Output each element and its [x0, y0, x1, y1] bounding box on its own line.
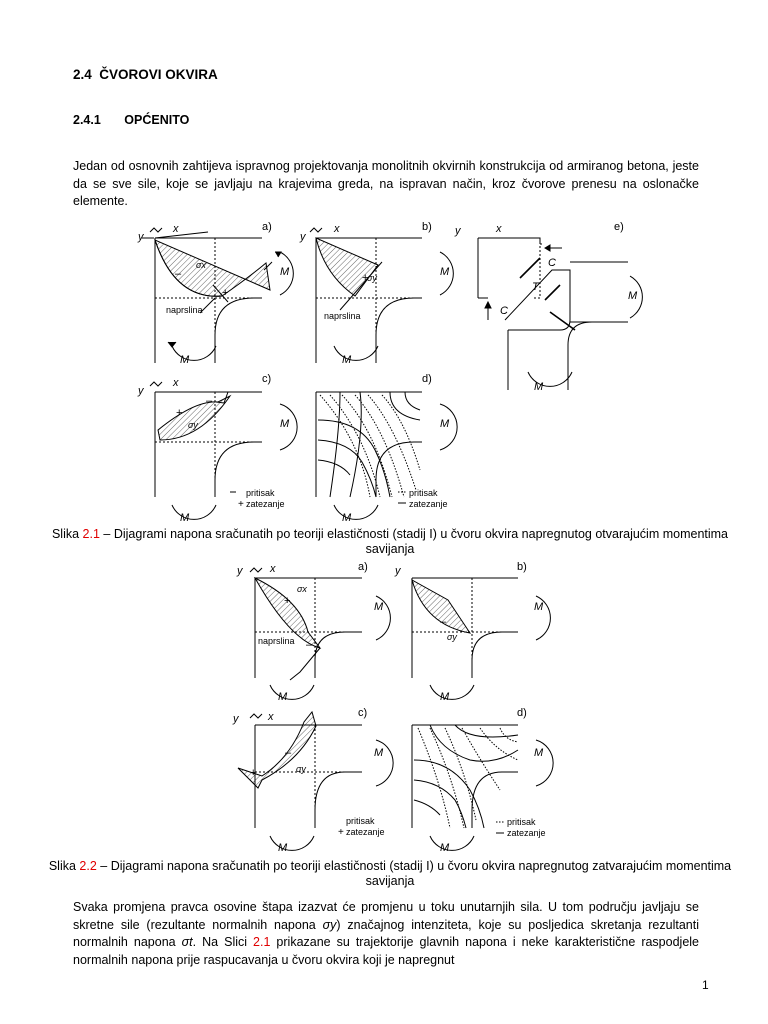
- label-y: y: [395, 565, 401, 577]
- label-sy: σy: [296, 764, 306, 774]
- label-M: M: [278, 842, 288, 854]
- legend-zatezanje: zatezanje: [346, 827, 385, 837]
- label-C: C: [548, 257, 556, 269]
- label-T: T: [532, 281, 539, 293]
- label-M: M: [440, 266, 450, 278]
- page-number: 1: [702, 978, 709, 992]
- label-x: x: [173, 223, 179, 235]
- fig2-panel-c-label: c): [358, 707, 368, 719]
- label-sy: σy: [367, 273, 377, 283]
- label-M: M: [534, 601, 544, 613]
- body-text: . Na Slici: [192, 935, 254, 950]
- figure-2-2-caption: [40, 859, 740, 889]
- label-M: M: [280, 418, 290, 430]
- label-M: M: [342, 354, 352, 366]
- label-minus: –: [175, 268, 182, 280]
- label-y: y: [233, 713, 239, 725]
- section-number: 2.4: [73, 67, 92, 82]
- fig1-panel-b: [310, 228, 453, 363]
- label-M: M: [180, 354, 190, 366]
- body-text: prikazane su trajektorije glavnih napona i neke karakteristične raspodjele normalnih napona prije raspucavanja u čvoru okvira koji je napregnut: [73, 935, 699, 967]
- subsection-title: OPĆENITO: [124, 113, 190, 127]
- fig2-panel-b: [412, 578, 550, 699]
- label-y: y: [138, 385, 144, 397]
- caption-text: – Dijagrami napona sračunatih po teoriji elastičnosti (stadij I) u čvoru okvira napregnutog otvarajućim momentima savijanja: [99, 527, 729, 556]
- legend-plus: +: [338, 827, 344, 838]
- caption-text: – Dijagrami napona sračunatih po teoriji elastičnosti (stadij I) u čvoru okvira napregnutog zatvarajućim momentima savijanja: [96, 859, 732, 888]
- legend-plus: +: [238, 499, 244, 510]
- label-M: M: [628, 290, 638, 302]
- fig2-panel-b-label: b): [517, 561, 527, 573]
- caption-prefix: Slika: [51, 527, 83, 541]
- label-M: M: [278, 691, 288, 703]
- legend-pritisak: pritisak: [346, 816, 375, 826]
- panel-e-label: e): [614, 221, 624, 233]
- fig2-panel-a: [250, 568, 390, 699]
- label-plus: +: [222, 287, 229, 299]
- label-sy: σy: [188, 420, 198, 430]
- section-title: ČVOROVI OKVIRA: [99, 67, 218, 82]
- caption-reference[interactable]: 2.1: [82, 527, 100, 541]
- subsection-number: 2.4.1: [73, 113, 101, 127]
- label-y: y: [237, 565, 243, 577]
- figure-2-1-caption: [40, 527, 740, 557]
- symbol-sigma-t: σt: [181, 935, 193, 950]
- label-plus: +: [250, 767, 257, 779]
- label-naprslina: naprslina: [166, 305, 203, 315]
- label-sy: σy: [447, 632, 457, 642]
- label-x: x: [334, 223, 340, 235]
- label-sx: σx: [196, 260, 206, 270]
- symbol-sigma-y: σy: [322, 917, 337, 932]
- label-x: x: [268, 711, 274, 723]
- label-y: y: [300, 231, 306, 243]
- caption-reference[interactable]: 2.2: [79, 859, 97, 873]
- body-text: Svaka promjena pravca osovine štapa izazvat će promjenu u toku unutarnjih sila. U tom području javljaju se skretne sile (rezultante normalnih napona: [73, 900, 699, 932]
- panel-a-label: a): [262, 221, 272, 233]
- label-naprslina: naprslina: [258, 636, 295, 646]
- label-M: M: [440, 842, 450, 854]
- legend-zatezanje: zatezanje: [246, 499, 285, 509]
- caption-prefix: Slika: [48, 859, 80, 873]
- label-M: M: [342, 512, 352, 524]
- label-minus: –: [285, 747, 292, 759]
- legend-pritisak: pritisak: [507, 817, 536, 827]
- body-paragraph: [73, 899, 699, 969]
- label-M: M: [534, 381, 544, 393]
- legend-pritisak: pritisak: [409, 488, 438, 498]
- label-naprslina: naprslina: [324, 311, 361, 321]
- label-x: x: [496, 223, 502, 235]
- fig2-panel-d-label: d): [517, 707, 527, 719]
- body-text: ) značajnog intenziteta, koje su posljedica skretanja rezultanti normalnih napona: [73, 917, 699, 950]
- label-plus: +: [176, 407, 183, 419]
- label-plus: +: [284, 595, 291, 607]
- legend-zatezanje: zatezanje: [507, 828, 546, 838]
- label-M: M: [534, 747, 544, 759]
- label-M: M: [280, 266, 290, 278]
- legend-zatezanje: zatezanje: [409, 499, 448, 509]
- fig1-panel-a: [142, 228, 293, 363]
- label-M: M: [440, 691, 450, 703]
- label-x: x: [270, 563, 276, 575]
- figure-reference-link[interactable]: 2.1: [253, 935, 271, 950]
- label-sx: σx: [297, 584, 307, 594]
- label-minus: –: [206, 395, 213, 407]
- label-C: C: [500, 305, 508, 317]
- fig2-panel-a-label: a): [358, 561, 368, 573]
- label-y: y: [138, 231, 144, 243]
- label-M: M: [374, 747, 384, 759]
- panel-b-label: b): [422, 221, 432, 233]
- label-M: M: [374, 601, 384, 613]
- intro-paragraph: Jedan od osnovnih zahtijeva ispravnog projektovanja monolitnih okvirnih konstrukcija od armiranog betona, jeste da se sve sile, koje se javljaju na krajevima greda, na ispravan način, kroz čvorove prenesu na oslonačke elemente.: [73, 159, 699, 209]
- legend-pritisak: pritisak: [246, 488, 275, 498]
- label-plus: +: [362, 272, 369, 284]
- label-minus: –: [306, 639, 313, 651]
- panel-d-label: d): [422, 373, 432, 385]
- label-M: M: [180, 512, 190, 524]
- label-x: x: [173, 377, 179, 389]
- panel-c-label: c): [262, 373, 272, 385]
- label-minus: –: [440, 616, 447, 628]
- label-y: y: [455, 225, 461, 237]
- label-M: M: [440, 418, 450, 430]
